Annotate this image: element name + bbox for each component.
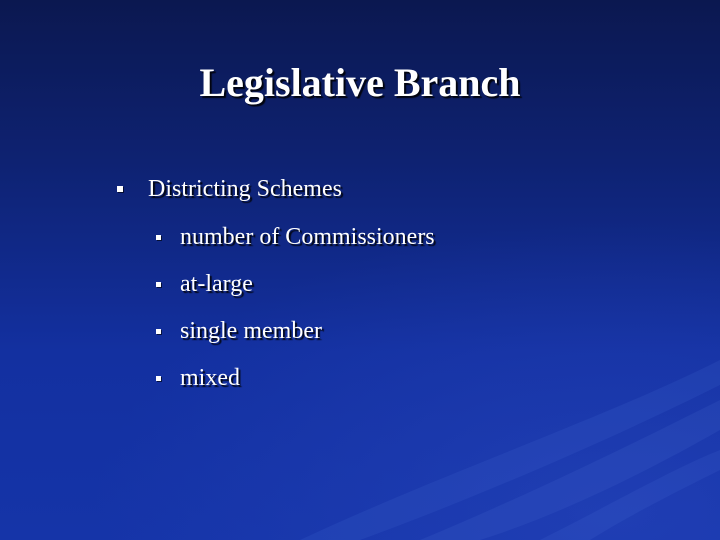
square-bullet-icon [117,186,123,192]
sub-bullet-text: single member [180,318,322,344]
sub-bullet-text: at-large [180,271,253,297]
sub-bullet-text: mixed [180,365,240,391]
square-bullet-icon [156,329,161,334]
square-bullet-icon [156,376,161,381]
sub-bullet-number-of-commissioners [156,221,435,253]
slide-title: Legislative Branch [199,60,521,105]
square-bullet-icon [156,235,161,240]
bullet-text: Districting Schemes [148,176,342,202]
sub-bullet-single-member [156,315,322,347]
bullet-districting-schemes [117,172,342,206]
square-bullet-icon [156,282,161,287]
sub-bullet-text: number of Commissioners [180,224,435,250]
sub-bullet-mixed [156,362,240,394]
sub-bullet-at-large [156,268,253,300]
